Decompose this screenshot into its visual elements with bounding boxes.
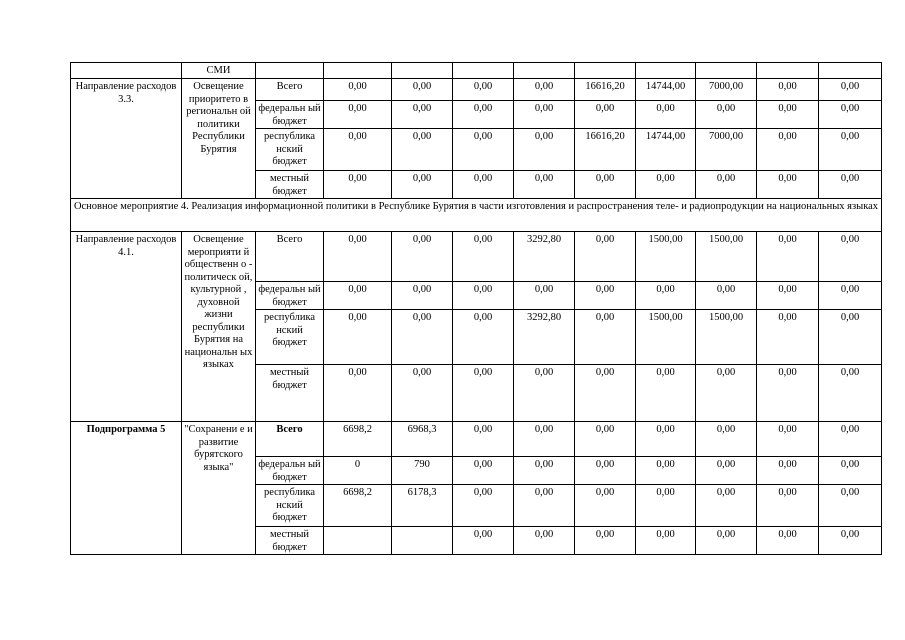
table-row [71,232,882,282]
source-cell: местный бюджет [256,527,324,555]
value-cell: 0,00 [514,485,575,527]
section-banner: Основное мероприятие 4. Реализация информационной политики в Республике Бурятия в части изготовления и распространения теле- и радиопродукции на национальных языках [71,199,882,232]
value-cell: 1500,00 [696,310,757,365]
value-cell: 0,00 [696,171,757,199]
value-cell: 0,00 [392,282,453,310]
value-cell: 0,00 [636,485,696,527]
value-cell: 0,00 [575,101,636,129]
budget-table [70,62,882,555]
value-cell: 0,00 [392,101,453,129]
source-cell: Всего [256,422,324,457]
value-cell: 0,00 [757,282,819,310]
source-cell: Всего [256,232,324,282]
value-cell: 0,00 [636,282,696,310]
value-cell: 0,00 [696,282,757,310]
value-cell: 0,00 [453,171,514,199]
value-cell: 3292,80 [514,310,575,365]
value-cell: 0,00 [819,527,882,555]
value-cell: 0,00 [819,232,882,282]
name-cell: "Сохранени е и развитие бурятского языка" [182,422,256,555]
value-cell: 0,00 [514,129,575,171]
value-cell: 0,00 [757,79,819,101]
value-cell: 0,00 [757,422,819,457]
value-cell: 0,00 [575,310,636,365]
value-cell: 0,00 [453,101,514,129]
value-cell: 0,00 [514,101,575,129]
value-cell: 0,00 [819,457,882,485]
value-cell: 0,00 [392,171,453,199]
value-cell: 0,00 [757,485,819,527]
value-cell [324,527,392,555]
value-cell: 0,00 [636,171,696,199]
subprogram-cell: Подпрограмма 5 [71,422,182,555]
value-cell: 0,00 [819,365,882,422]
value-cell: 0,00 [514,365,575,422]
value-cell: 0,00 [575,171,636,199]
value-cell: 1500,00 [696,232,757,282]
value-cell: 0,00 [324,79,392,101]
value-cell: 0,00 [575,485,636,527]
value-cell: 0,00 [575,365,636,422]
table-row [71,199,882,232]
value-cell: 0,00 [696,457,757,485]
value-cell: 0,00 [575,232,636,282]
value-cell: 14744,00 [636,129,696,171]
value-cell: 0,00 [453,232,514,282]
source-cell: местный бюджет [256,171,324,199]
value-cell: 0,00 [453,457,514,485]
direction-cell: Направление расходов 4.1. [71,232,182,422]
value-cell: 7000,00 [696,79,757,101]
value-cell: 0,00 [324,310,392,365]
value-cell: 0,00 [819,485,882,527]
value-cell: 1500,00 [636,310,696,365]
value-cell: 0,00 [819,101,882,129]
direction-cell: Направление расходов 3.3. [71,79,182,199]
value-cell: 0,00 [514,457,575,485]
value-cell: 0,00 [636,101,696,129]
value-cell: 0,00 [324,129,392,171]
source-cell: федеральн ый бюджет [256,282,324,310]
value-cell: 0,00 [819,422,882,457]
value-cell: 0,00 [696,527,757,555]
name-cell: СМИ [182,63,256,79]
value-cell [392,527,453,555]
source-cell: федеральн ый бюджет [256,457,324,485]
value-cell: 0,00 [514,527,575,555]
value-cell: 0,00 [575,457,636,485]
value-cell: 0,00 [696,422,757,457]
value-cell: 0,00 [636,527,696,555]
value-cell: 0,00 [453,310,514,365]
value-cell: 1500,00 [636,232,696,282]
value-cell: 0,00 [575,527,636,555]
value-cell: 3292,80 [514,232,575,282]
value-cell: 0,00 [453,79,514,101]
value-cell: 0,00 [757,171,819,199]
value-cell: 0,00 [636,365,696,422]
value-cell: 0,00 [514,422,575,457]
value-cell: 0,00 [819,79,882,101]
value-cell: 6178,3 [392,485,453,527]
value-cell: 6968,3 [392,422,453,457]
value-cell: 7000,00 [696,129,757,171]
value-cell: 0,00 [324,232,392,282]
value-cell: 0,00 [757,101,819,129]
value-cell: 0,00 [324,171,392,199]
value-cell: 0,00 [636,422,696,457]
value-cell: 0,00 [392,232,453,282]
value-cell: 0,00 [757,365,819,422]
value-cell: 0,00 [453,527,514,555]
name-cell: Освещение мероприяти й общественн о - политическ ой, культурной , духовной жизни республики Бурятия на национальн ых языках [182,232,256,422]
value-cell: 0,00 [453,365,514,422]
value-cell: 0,00 [392,310,453,365]
value-cell: 16616,20 [575,129,636,171]
value-cell: 0,00 [453,485,514,527]
value-cell: 6698,2 [324,422,392,457]
value-cell: 0,00 [636,457,696,485]
value-cell: 0,00 [575,422,636,457]
value-cell: 0,00 [819,282,882,310]
value-cell: 0,00 [453,129,514,171]
value-cell: 0,00 [696,365,757,422]
table-row [71,79,882,101]
table-row [71,63,882,79]
source-cell: местный бюджет [256,365,324,422]
value-cell: 0,00 [757,129,819,171]
value-cell: 0,00 [696,485,757,527]
value-cell: 0,00 [757,310,819,365]
value-cell: 790 [392,457,453,485]
source-cell: республика нский бюджет [256,485,324,527]
value-cell: 0,00 [392,365,453,422]
source-cell: республика нский бюджет [256,310,324,365]
value-cell: 0,00 [819,310,882,365]
value-cell: 0,00 [575,282,636,310]
value-cell: 0,00 [757,457,819,485]
direction-cell [71,63,182,79]
value-cell: 0,00 [392,79,453,101]
value-cell: 14744,00 [636,79,696,101]
value-cell: 0,00 [514,282,575,310]
value-cell: 6698,2 [324,485,392,527]
value-cell: 0,00 [514,171,575,199]
source-cell: Всего [256,79,324,101]
value-cell: 0,00 [392,129,453,171]
value-cell: 0,00 [514,79,575,101]
table-row [71,422,882,457]
value-cell: 0,00 [819,129,882,171]
value-cell: 0,00 [324,282,392,310]
value-cell: 16616,20 [575,79,636,101]
value-cell: 0,00 [324,365,392,422]
value-cell: 0,00 [819,171,882,199]
value-cell: 0 [324,457,392,485]
value-cell: 0,00 [757,232,819,282]
name-cell: Освещение приоритето в региональн ой политики Республики Бурятия [182,79,256,199]
value-cell: 0,00 [757,527,819,555]
value-cell: 0,00 [324,101,392,129]
value-cell: 0,00 [696,101,757,129]
source-cell: федеральн ый бюджет [256,101,324,129]
source-cell: республика нский бюджет [256,129,324,171]
value-cell: 0,00 [453,282,514,310]
value-cell: 0,00 [453,422,514,457]
